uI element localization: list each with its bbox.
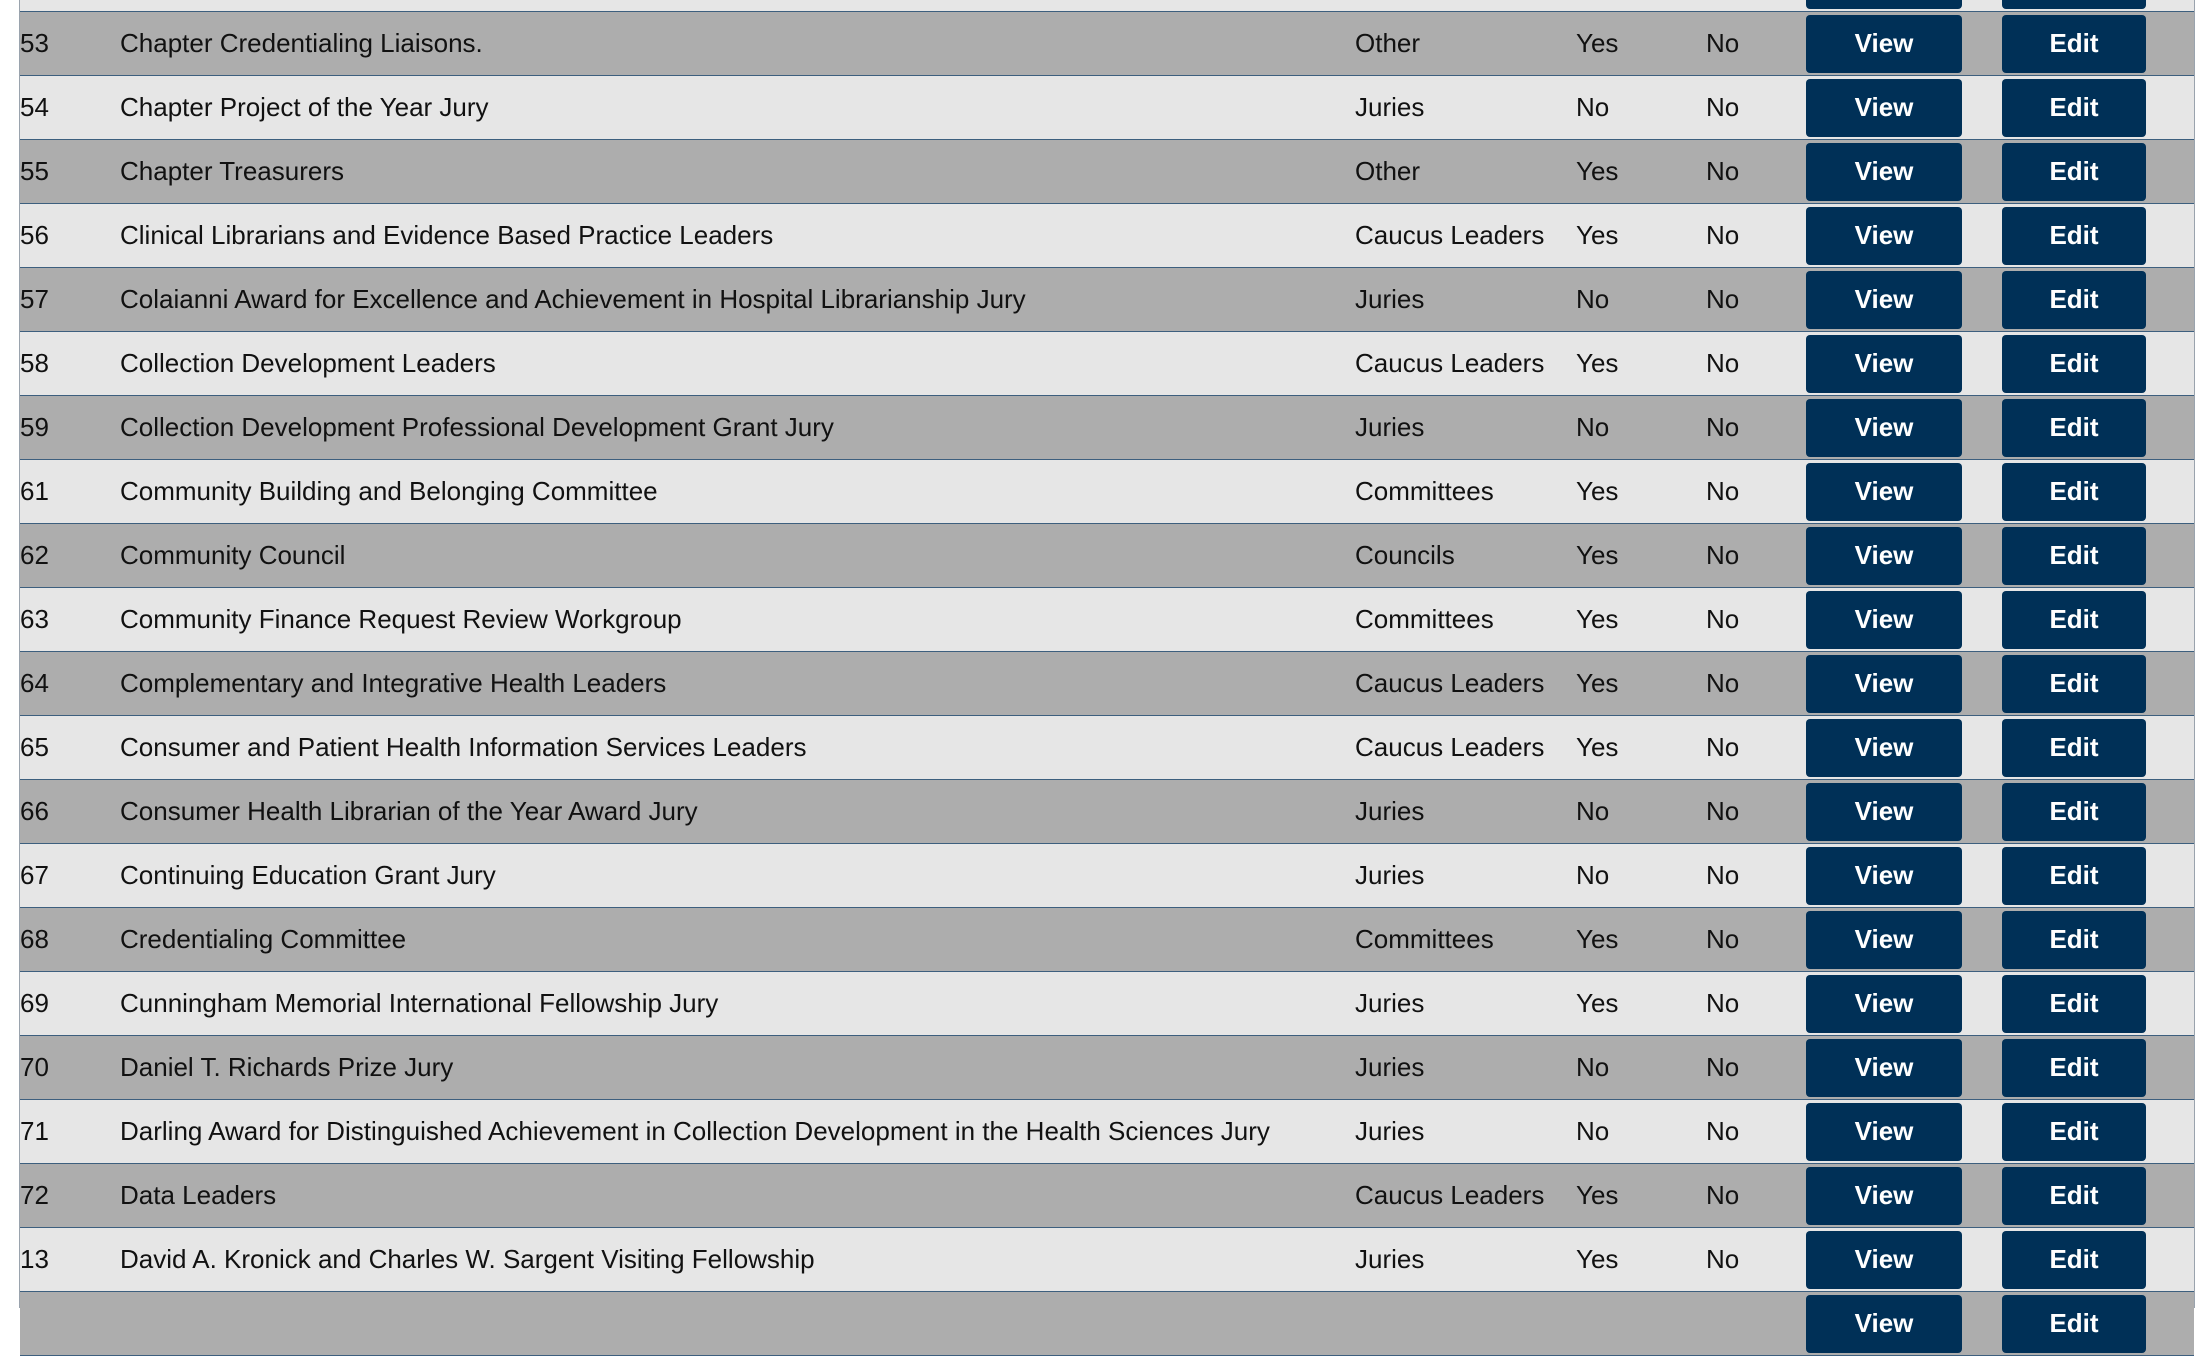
group-flag-a-cell: No <box>1576 1036 1706 1100</box>
table-row <box>20 1100 2194 1164</box>
edit-button[interactable]: Edit <box>2002 1167 2146 1225</box>
group-flag-b-cell: No <box>1706 844 1806 908</box>
group-flag-a-cell: Yes <box>1576 204 1706 268</box>
view-button[interactable]: View <box>1806 847 1962 905</box>
groups-table <box>20 0 2194 1356</box>
edit-button[interactable]: Edit <box>2002 1039 2146 1097</box>
group-flag-a-cell: Yes <box>1576 588 1706 652</box>
group-flag-a-cell: No <box>1576 396 1706 460</box>
group-type-cell <box>1355 1292 1576 1356</box>
group-flag-a-cell: Yes <box>1576 140 1706 204</box>
group-name-cell: Complementary and Integrative Health Leaders <box>120 652 1355 716</box>
table-row <box>20 0 2194 12</box>
edit-cell <box>2002 588 2194 652</box>
view-button[interactable]: View <box>1806 1295 1962 1353</box>
group-name-cell: Continuing Education Grant Jury <box>120 844 1355 908</box>
group-id-cell: 64 <box>20 652 120 716</box>
view-button[interactable] <box>1806 0 1962 9</box>
table-row <box>20 588 2194 652</box>
group-name-cell: David A. Kronick and Charles W. Sargent Visiting Fellowship <box>120 1228 1355 1292</box>
view-button[interactable]: View <box>1806 463 1962 521</box>
group-type-cell: Caucus Leaders <box>1355 204 1576 268</box>
group-flag-a-cell: Yes <box>1576 908 1706 972</box>
group-type-cell: Juries <box>1355 268 1576 332</box>
table-row <box>20 652 2194 716</box>
group-flag-b-cell: No <box>1706 1228 1806 1292</box>
view-button[interactable]: View <box>1806 655 1962 713</box>
table-row <box>20 76 2194 140</box>
edit-button[interactable]: Edit <box>2002 783 2146 841</box>
edit-cell <box>2002 396 2194 460</box>
group-id-cell: 72 <box>20 1164 120 1228</box>
group-flag-b-cell: No <box>1706 716 1806 780</box>
group-flag-b-cell: No <box>1706 204 1806 268</box>
group-name-cell <box>120 0 1355 12</box>
group-type-cell: Juries <box>1355 972 1576 1036</box>
group-flag-a-cell: Yes <box>1576 1164 1706 1228</box>
group-id-cell: 66 <box>20 780 120 844</box>
group-type-cell <box>1355 0 1576 12</box>
edit-cell <box>2002 1228 2194 1292</box>
edit-cell <box>2002 716 2194 780</box>
view-button[interactable]: View <box>1806 527 1962 585</box>
group-type-cell: Caucus Leaders <box>1355 1164 1576 1228</box>
group-name-cell: Chapter Project of the Year Jury <box>120 76 1355 140</box>
group-type-cell: Juries <box>1355 1100 1576 1164</box>
edit-button[interactable]: Edit <box>2002 1295 2146 1353</box>
view-button[interactable]: View <box>1806 591 1962 649</box>
table-row <box>20 844 2194 908</box>
group-flag-a-cell: Yes <box>1576 460 1706 524</box>
group-type-cell: Committees <box>1355 908 1576 972</box>
group-type-cell: Juries <box>1355 1036 1576 1100</box>
edit-button[interactable]: Edit <box>2002 1103 2146 1161</box>
group-name-cell: Daniel T. Richards Prize Jury <box>120 1036 1355 1100</box>
group-id-cell: 53 <box>20 12 120 76</box>
view-cell <box>1806 268 2002 332</box>
view-button[interactable]: View <box>1806 1167 1962 1225</box>
view-cell <box>1806 1292 2002 1356</box>
edit-button[interactable]: Edit <box>2002 655 2146 713</box>
group-type-cell: Other <box>1355 140 1576 204</box>
edit-cell <box>2002 1164 2194 1228</box>
group-id-cell <box>20 1292 120 1356</box>
view-cell <box>1806 1164 2002 1228</box>
edit-cell <box>2002 524 2194 588</box>
edit-cell <box>2002 780 2194 844</box>
view-cell <box>1806 588 2002 652</box>
group-id-cell: 59 <box>20 396 120 460</box>
edit-cell <box>2002 1036 2194 1100</box>
table-row <box>20 1036 2194 1100</box>
group-flag-a-cell: No <box>1576 780 1706 844</box>
edit-cell <box>2002 844 2194 908</box>
group-name-cell: Collection Development Leaders <box>120 332 1355 396</box>
group-type-cell: Juries <box>1355 1228 1576 1292</box>
table-body <box>20 0 2194 1356</box>
group-flag-b-cell: No <box>1706 1100 1806 1164</box>
view-button[interactable]: View <box>1806 207 1962 265</box>
group-flag-b-cell: No <box>1706 1164 1806 1228</box>
group-name-cell: Chapter Treasurers <box>120 140 1355 204</box>
group-id-cell: 56 <box>20 204 120 268</box>
group-name-cell: Cunningham Memorial International Fellowship Jury <box>120 972 1355 1036</box>
view-button[interactable]: View <box>1806 15 1962 73</box>
edit-button[interactable] <box>2002 0 2146 9</box>
group-name-cell: Consumer and Patient Health Information Services Leaders <box>120 716 1355 780</box>
edit-button[interactable]: Edit <box>2002 1231 2146 1289</box>
group-flag-a-cell: Yes <box>1576 716 1706 780</box>
group-name-cell: Clinical Librarians and Evidence Based Practice Leaders <box>120 204 1355 268</box>
table-row <box>20 908 2194 972</box>
table-row <box>20 460 2194 524</box>
group-id-cell: 68 <box>20 908 120 972</box>
view-cell <box>1806 12 2002 76</box>
group-name-cell <box>120 1292 1355 1356</box>
group-name-cell: Collection Development Professional Development Grant Jury <box>120 396 1355 460</box>
group-id-cell: 71 <box>20 1100 120 1164</box>
table-row <box>20 140 2194 204</box>
group-id-cell <box>20 0 120 12</box>
group-type-cell: Caucus Leaders <box>1355 716 1576 780</box>
group-type-cell: Committees <box>1355 460 1576 524</box>
group-type-cell: Juries <box>1355 76 1576 140</box>
group-name-cell: Colaianni Award for Excellence and Achievement in Hospital Librarianship Jury <box>120 268 1355 332</box>
group-name-cell: Community Finance Request Review Workgroup <box>120 588 1355 652</box>
group-flag-a-cell: Yes <box>1576 1228 1706 1292</box>
edit-button[interactable]: Edit <box>2002 847 2146 905</box>
group-flag-a-cell: No <box>1576 76 1706 140</box>
edit-cell <box>2002 972 2194 1036</box>
table-row <box>20 524 2194 588</box>
group-id-cell: 55 <box>20 140 120 204</box>
edit-button[interactable]: Edit <box>2002 335 2146 393</box>
group-id-cell: 58 <box>20 332 120 396</box>
group-id-cell: 65 <box>20 716 120 780</box>
view-cell <box>1806 524 2002 588</box>
group-flag-a-cell <box>1576 0 1706 12</box>
group-name-cell: Community Council <box>120 524 1355 588</box>
edit-cell <box>2002 76 2194 140</box>
group-id-cell: 63 <box>20 588 120 652</box>
view-button[interactable]: View <box>1806 783 1962 841</box>
group-flag-a-cell: No <box>1576 844 1706 908</box>
table-row <box>20 1228 2194 1292</box>
edit-button[interactable]: Edit <box>2002 399 2146 457</box>
group-id-cell: 61 <box>20 460 120 524</box>
group-type-cell: Other <box>1355 12 1576 76</box>
view-button[interactable]: View <box>1806 1103 1962 1161</box>
group-flag-a-cell: Yes <box>1576 332 1706 396</box>
group-flag-b-cell: No <box>1706 12 1806 76</box>
group-type-cell: Caucus Leaders <box>1355 332 1576 396</box>
group-name-cell: Credentialing Committee <box>120 908 1355 972</box>
edit-button[interactable]: Edit <box>2002 207 2146 265</box>
view-cell <box>1806 0 2002 12</box>
group-flag-b-cell <box>1706 1292 1806 1356</box>
view-cell <box>1806 780 2002 844</box>
view-button[interactable]: View <box>1806 143 1962 201</box>
view-button[interactable]: View <box>1806 271 1962 329</box>
table-row <box>20 972 2194 1036</box>
edit-button[interactable]: Edit <box>2002 271 2146 329</box>
view-cell <box>1806 652 2002 716</box>
group-type-cell: Juries <box>1355 780 1576 844</box>
group-flag-b-cell: No <box>1706 524 1806 588</box>
edit-button[interactable]: Edit <box>2002 79 2146 137</box>
group-flag-b-cell: No <box>1706 140 1806 204</box>
group-id-cell: 13 <box>20 1228 120 1292</box>
group-flag-b-cell <box>1706 0 1806 12</box>
group-flag-b-cell: No <box>1706 268 1806 332</box>
view-button[interactable]: View <box>1806 335 1962 393</box>
group-flag-b-cell: No <box>1706 76 1806 140</box>
group-name-cell: Darling Award for Distinguished Achievement in Collection Development in the Health Sciences Jury <box>120 1100 1355 1164</box>
view-button[interactable]: View <box>1806 1039 1962 1097</box>
group-flag-b-cell: No <box>1706 780 1806 844</box>
group-name-cell: Community Building and Belonging Committee <box>120 460 1355 524</box>
group-name-cell: Chapter Credentialing Liaisons. <box>120 12 1355 76</box>
group-id-cell: 67 <box>20 844 120 908</box>
group-flag-b-cell: No <box>1706 1036 1806 1100</box>
table-row <box>20 268 2194 332</box>
edit-cell <box>2002 460 2194 524</box>
edit-button[interactable]: Edit <box>2002 719 2146 777</box>
view-cell <box>1806 1100 2002 1164</box>
table-row <box>20 716 2194 780</box>
group-id-cell: 54 <box>20 76 120 140</box>
table-row <box>20 204 2194 268</box>
edit-button[interactable]: Edit <box>2002 975 2146 1033</box>
group-flag-b-cell: No <box>1706 460 1806 524</box>
edit-cell <box>2002 204 2194 268</box>
view-cell <box>1806 140 2002 204</box>
view-cell <box>1806 908 2002 972</box>
view-button[interactable]: View <box>1806 399 1962 457</box>
view-button[interactable]: View <box>1806 975 1962 1033</box>
edit-cell <box>2002 0 2194 12</box>
group-flag-a-cell: Yes <box>1576 12 1706 76</box>
edit-button[interactable]: Edit <box>2002 911 2146 969</box>
group-flag-a-cell: Yes <box>1576 972 1706 1036</box>
group-id-cell: 69 <box>20 972 120 1036</box>
edit-cell <box>2002 1292 2194 1356</box>
view-button[interactable]: View <box>1806 911 1962 969</box>
edit-cell <box>2002 1100 2194 1164</box>
table-row <box>20 12 2194 76</box>
edit-button[interactable]: Edit <box>2002 527 2146 585</box>
view-cell <box>1806 716 2002 780</box>
group-flag-a-cell: No <box>1576 1100 1706 1164</box>
group-flag-a-cell: Yes <box>1576 652 1706 716</box>
table-row <box>20 332 2194 396</box>
group-name-cell: Consumer Health Librarian of the Year Award Jury <box>120 780 1355 844</box>
group-flag-a-cell: No <box>1576 268 1706 332</box>
view-cell <box>1806 972 2002 1036</box>
edit-button[interactable]: Edit <box>2002 143 2146 201</box>
edit-cell <box>2002 12 2194 76</box>
group-flag-b-cell: No <box>1706 972 1806 1036</box>
group-type-cell: Caucus Leaders <box>1355 652 1576 716</box>
group-id-cell: 57 <box>20 268 120 332</box>
group-flag-b-cell: No <box>1706 396 1806 460</box>
edit-button[interactable]: Edit <box>2002 591 2146 649</box>
view-button[interactable]: View <box>1806 1231 1962 1289</box>
group-flag-b-cell: No <box>1706 908 1806 972</box>
group-flag-b-cell: No <box>1706 588 1806 652</box>
view-cell <box>1806 76 2002 140</box>
groups-table-container <box>19 0 2195 1338</box>
view-cell <box>1806 332 2002 396</box>
table-row <box>20 1164 2194 1228</box>
edit-cell <box>2002 332 2194 396</box>
group-type-cell: Juries <box>1355 396 1576 460</box>
group-type-cell: Juries <box>1355 844 1576 908</box>
table-row <box>20 1292 2194 1356</box>
view-button[interactable]: View <box>1806 79 1962 137</box>
edit-button[interactable]: Edit <box>2002 463 2146 521</box>
edit-cell <box>2002 652 2194 716</box>
view-cell <box>1806 1228 2002 1292</box>
group-type-cell: Committees <box>1355 588 1576 652</box>
edit-button[interactable]: Edit <box>2002 15 2146 73</box>
group-id-cell: 62 <box>20 524 120 588</box>
group-flag-b-cell: No <box>1706 332 1806 396</box>
edit-cell <box>2002 908 2194 972</box>
view-cell <box>1806 844 2002 908</box>
group-flag-a-cell: Yes <box>1576 524 1706 588</box>
view-cell <box>1806 396 2002 460</box>
group-name-cell: Data Leaders <box>120 1164 1355 1228</box>
view-button[interactable]: View <box>1806 719 1962 777</box>
view-cell <box>1806 204 2002 268</box>
table-row <box>20 396 2194 460</box>
group-type-cell: Councils <box>1355 524 1576 588</box>
edit-cell <box>2002 268 2194 332</box>
view-cell <box>1806 460 2002 524</box>
view-cell <box>1806 1036 2002 1100</box>
table-row <box>20 780 2194 844</box>
edit-cell <box>2002 140 2194 204</box>
group-id-cell: 70 <box>20 1036 120 1100</box>
group-flag-a-cell <box>1576 1292 1706 1356</box>
group-flag-b-cell: No <box>1706 652 1806 716</box>
